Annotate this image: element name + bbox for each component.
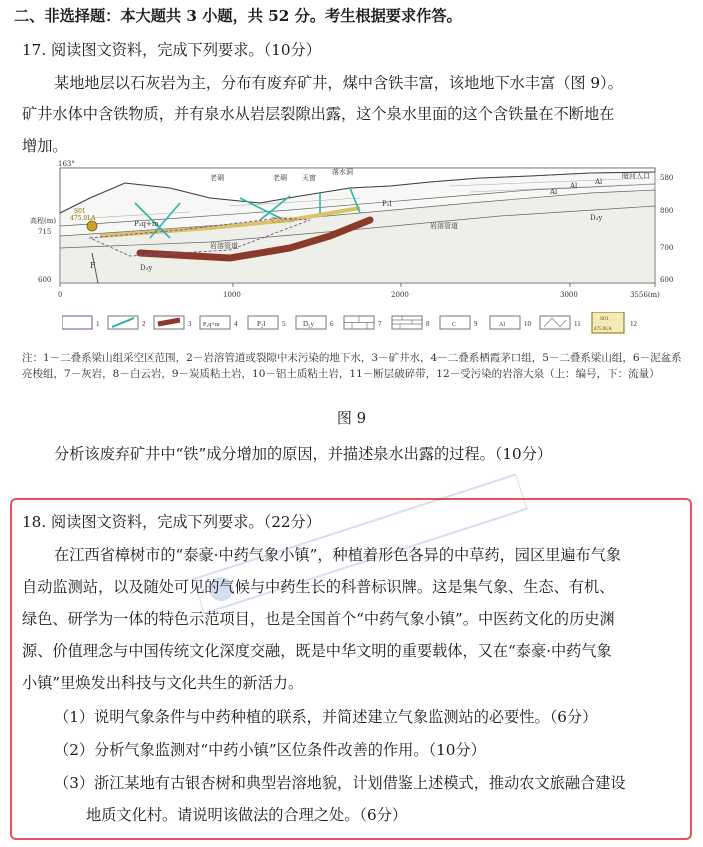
y-tick-600: 600: [38, 276, 52, 284]
q18-sub-question-1: （1）说明气象条件与中药种植的联系，并简述建立气象监测站的必要性。（6分）: [54, 708, 598, 726]
q17-para-line-1: 某地地层以石灰岩为主，分布有废弃矿井，煤中含铁丰富，该地地下水丰富（图 9）。: [54, 74, 623, 92]
label-anhe: 暗河入口: [622, 172, 650, 180]
legend-12-sym: S01: [600, 316, 609, 322]
fault-label: F: [90, 261, 96, 270]
label-laodong-1: 老硐: [210, 174, 224, 182]
spring-code-label: S01: [74, 208, 86, 215]
top-label: 163°: [58, 160, 75, 168]
label-yanrong-1: 岩溶管道: [210, 242, 238, 250]
legend-11-swatch: [540, 316, 570, 329]
section-header: 二、非选择题：本大题共 3 小题，共 52 分。考生根据要求作答。: [14, 7, 462, 25]
label-al-3: Al: [550, 188, 558, 196]
q18-para-line-1: 在江西省樟树市的“泰豪·中药气象小镇”，种植着形色各异的中草药，园区里遍布气象: [54, 546, 622, 564]
q18-para-line-4: 源、价值理念与中国传统文化深度交融，既是中华文明的重要载体，又在“泰豪·中药气象: [22, 642, 612, 660]
legend-8-swatch: [392, 316, 422, 329]
y-right-tick-700: 700: [660, 244, 674, 252]
label-p2q: P₂q+m: [134, 220, 159, 228]
label-kongqu: 老空区水: [270, 217, 295, 224]
legend-10-swatch: [490, 316, 520, 329]
q18-para-line-2: 自动监测站，以及随处可见的气候与中药生长的科普标识牌。这是集气象、生态、有机、: [22, 578, 615, 596]
legend-6-sym: D₃y: [303, 320, 314, 328]
figure-caption: 图 9: [336, 409, 367, 427]
q17-para-line-3: 增加。: [22, 137, 68, 155]
legend-7-num: 7: [378, 320, 382, 328]
q17-title: 17. 阅读图文资料，完成下列要求。（10分）: [22, 41, 321, 59]
legend-1-swatch: [62, 316, 92, 329]
q18-para-line-3: 绿色、研学为一体的特色示范项目，也是全国首个“中药气象小镇”。中医药文化的历史渊: [22, 610, 615, 628]
legend-4-num: 4: [234, 320, 238, 328]
label-d3y-right: D₃y: [590, 214, 603, 222]
x-tick-3000: 3000: [560, 291, 578, 299]
legend-12-sub: 475.0LA: [594, 327, 612, 332]
y-right-tick-600b: 600: [660, 276, 674, 284]
label-luoshuidong: 落水洞: [332, 168, 353, 176]
x-tick-1000: 1000: [223, 291, 241, 299]
y-right-tick-800: 800: [660, 207, 674, 215]
label-tianchuang: 天窗: [302, 174, 316, 182]
legend-9-sym: C: [452, 322, 457, 328]
q18-sub-question-3-cont: 地质文化村。请说明该做法的合理之处。（6分）: [86, 806, 408, 824]
legend-5-sym: P₂l: [257, 320, 266, 328]
legend-9-num: 9: [474, 320, 478, 328]
label-al-2: Al: [595, 178, 603, 186]
legend-4-sym: P₂q+m: [203, 322, 220, 328]
polluted-spring-icon: [87, 221, 97, 231]
x-tick-0: 0: [58, 291, 63, 299]
q18-sub-question-3: （3）浙江某地有古银杏树和典型岩溶地貌，计划借鉴上述模式，推动农文旅融合建设: [54, 774, 626, 792]
x-tick-2000: 2000: [391, 291, 409, 299]
spring-flow-label: 475.0LA: [70, 215, 96, 222]
y-axis-label: 高程(m): [30, 217, 57, 225]
label-p2l: P₂l: [382, 200, 392, 208]
legend-8-num: 8: [426, 320, 430, 328]
label-d3y-left: D₃y: [140, 264, 153, 272]
q18-para-line-5: 小镇”里焕发出科技与文化共生的新活力。: [22, 674, 304, 692]
legend-12-num: 12: [630, 320, 637, 328]
q18-sub-question-2: （2）分析气象监测对“中药小镇”区位条件改善的作用。（10分）: [54, 741, 486, 759]
y-tick-715: 715: [38, 228, 52, 236]
legend-2-num: 2: [142, 320, 146, 328]
q17-para-line-2: 矿井水体中含铁物质，并有泉水从岩层裂隙出露，这个泉水里面的这个含铁量在不断地在: [22, 105, 615, 123]
x-tick-3556: 3556(m): [630, 291, 660, 299]
legend-10-sym: Al: [499, 322, 505, 328]
label-yanrong-2: 岩溶管道: [430, 222, 458, 230]
legend-5-num: 5: [282, 320, 286, 328]
legend-6-num: 6: [330, 320, 334, 328]
figure-legend: [62, 312, 672, 334]
q17-question: 分析该废弃矿井中“铁”成分增加的原因，并描述泉水出露的过程。（10分）: [54, 445, 553, 463]
label-al-1: Al: [570, 182, 578, 190]
figure-notes: 注：1－二叠系梁山组采空区范围，2－岩溶管道或裂隙中未污染的地下水，3－矿井水，4－二叠系栖霞茅口组，5－二叠系梁山组，6－泥盆系亮梭组，7－灰岩，8－白云岩，9－炭质粘土岩，10－铝土质粘土岩，11－断层破碎带，12－受污染的岩溶大泉（上：编号，下：流量）: [22, 352, 682, 380]
legend-3-num: 3: [188, 320, 192, 328]
label-laodong-2: 老硐: [273, 174, 287, 182]
legend-10-num: 10: [524, 320, 531, 328]
y-right-tick-580: 580: [660, 174, 674, 182]
q18-title: 18. 阅读图文资料，完成下列要求。（22分）: [22, 513, 321, 531]
legend-11-num: 11: [574, 320, 581, 328]
legend-1-num: 1: [96, 320, 100, 328]
